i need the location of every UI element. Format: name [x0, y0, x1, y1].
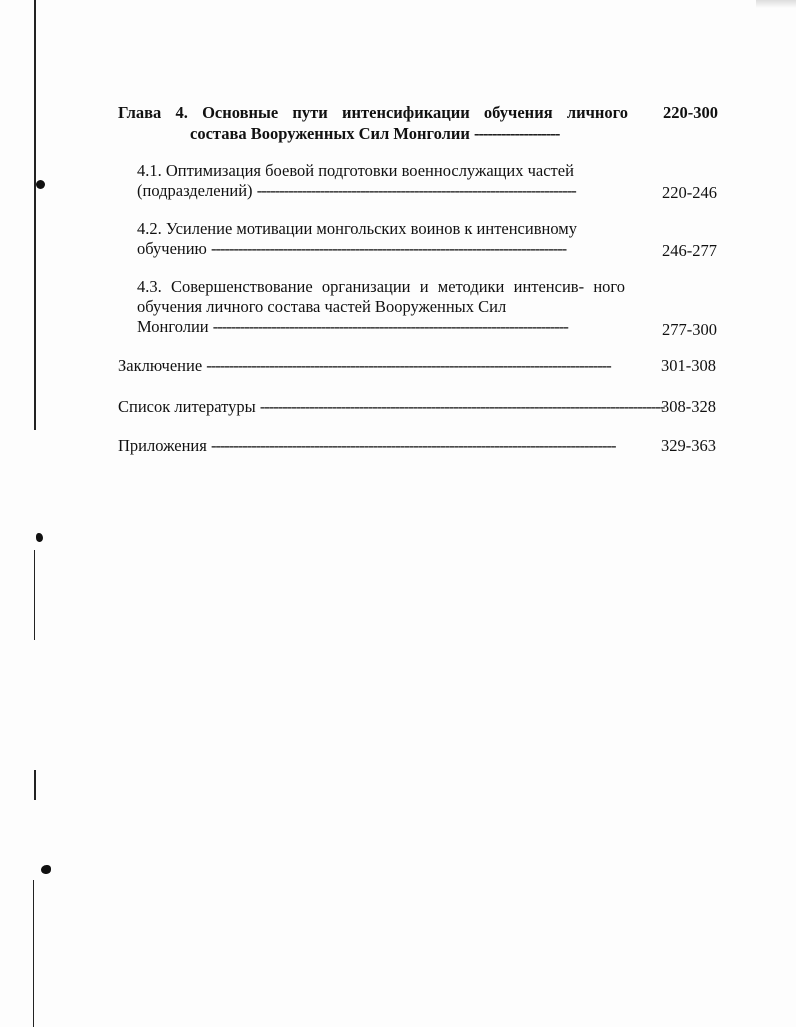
section-title-cont: ного обучения личного состава частей Вооруженных Сил — [137, 277, 625, 316]
chapter-title-line2: состава Вооруженных Сил Монголии ------------------- — [190, 124, 560, 143]
conclusion-pages: 301-308 — [661, 356, 716, 375]
binding-hole-mark — [41, 865, 51, 874]
section-title: 4.3. Совершенствование организации и методики интенсив- — [137, 277, 585, 296]
references-pages: 308-328 — [661, 397, 716, 416]
references-label: Список литературы — [118, 397, 256, 416]
section-title-end: (подразделений) — [137, 181, 253, 200]
toc-section-4-2: 4.2. Усиление мотивации монгольских воинов к интенсивному обучению ------------------------------------------------------------------------------- 246-277 — [137, 219, 717, 260]
toc-conclusion: Заключение ------------------------------------------------------------------------------------------ 301-308 — [118, 356, 716, 375]
section-title: 4.1. Оптимизация боевой подготовки военнослужащих частей — [137, 161, 574, 180]
appendices-pages: 329-363 — [661, 436, 716, 455]
section-pages: 220-246 — [662, 183, 717, 202]
toc-chapter-4 — [118, 103, 718, 145]
section-title-end: Монголии — [137, 317, 209, 336]
conclusion-label: Заключение — [118, 356, 203, 375]
binding-hole-mark — [36, 533, 43, 542]
scan-edge-line — [33, 880, 34, 1027]
chapter-pages: 220-300 — [663, 103, 718, 122]
scan-edge-line — [34, 0, 36, 430]
toc-appendices: Приложения ------------------------------------------------------------------------------------------ 329-363 — [118, 436, 716, 455]
scan-edge-line — [34, 550, 35, 640]
chapter-title-line1: Глава 4. Основные пути интенсификации обучения личного — [118, 103, 628, 122]
section-pages: 277-300 — [662, 320, 717, 339]
section-title: 4.2. Усиление мотивации монгольских воинов к интенсивному — [137, 219, 577, 238]
section-pages: 246-277 — [662, 241, 717, 260]
scan-edge-shadow — [756, 0, 796, 8]
binding-hole-mark — [36, 180, 45, 189]
toc-section-4-1: 4.1. Оптимизация боевой подготовки военнослужащих частей (подразделений) ----------------------------------------------------------------------- 220-246 — [137, 161, 717, 202]
section-title-end: обучению — [137, 239, 207, 258]
appendices-label: Приложения — [118, 436, 207, 455]
scan-edge-line — [34, 770, 36, 800]
toc-references: Список литературы ------------------------------------------------------------------------------------------ 308-328 — [118, 397, 716, 416]
toc-section-4-3: 4.3. Совершенствование организации и методики интенсив- ного обучения личного состава частей Вооруженных Сил Монголии ------------------------------------------------------------------------------- 277-300 — [137, 277, 717, 339]
